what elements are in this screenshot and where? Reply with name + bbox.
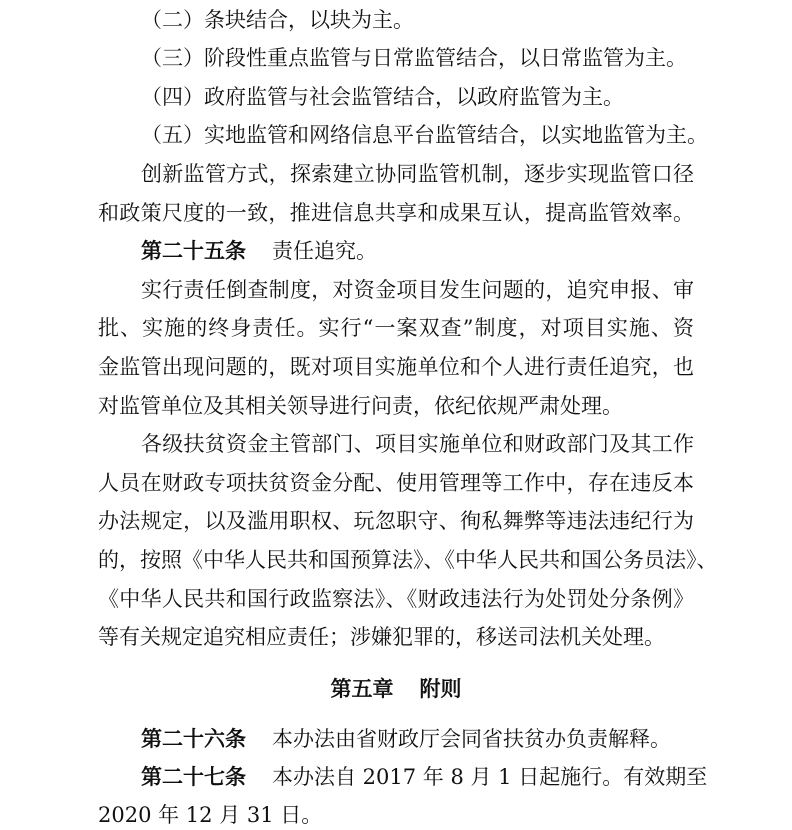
line-text: 人员在财政专项扶贫资金分配、使用管理等工作中，存在违反本 [98,471,694,495]
article-heading: 第二十六条 [141,727,246,751]
text-line [0,5,792,35]
text-line [0,313,792,343]
line-text: 《中华人民共和国行政监察法》、《财政违法行为处罚处分条例》 [98,587,694,611]
line-text: （四）政府监管与社会监管结合，以政府监管为主。 [141,85,624,109]
chapter-name: 附则 [419,677,462,701]
line-text: （五）实地监管和网络信息平台监管结合，以实地监管为主。 [141,123,708,147]
text-line [0,275,792,305]
line-text: 对监管单位及其相关领导进行问责，依纪依规严肃处理。 [98,394,623,418]
line-text: 批、实施的终身责任。实行“一案双查”制度，对项目实施、资 [98,316,694,340]
line-text: （三）阶段性重点监管与日常监管结合，以日常监管为主。 [141,46,687,70]
text-line [0,120,792,150]
line-text: 和政策尺度的一致，推进信息共享和成果互认，提高监管效率。 [98,201,694,225]
text-line [0,800,792,830]
line-text: 实行责任倒查制度，对资金项目发生问题的，追究申报、审 [141,278,694,302]
text-line [0,622,792,652]
article-text: 责任追究。 [272,239,377,263]
text-line [0,82,792,112]
line-text: 各级扶贫资金主管部门、项目实施单位和财政部门及其工作 [141,432,694,456]
text-line [0,198,792,228]
chapter-title [0,674,792,704]
text-line [0,584,792,614]
chapter-number: 第五章 [330,677,394,701]
line-text: 的，按照《中华人民共和国预算法》、《中华人民共和国公务员法》、 [98,548,718,572]
line-text: 创新监管方式，探索建立协同监管机制，逐步实现监管口径 [141,162,694,186]
line-text: 等有关规定追究相应责任；涉嫌犯罪的，移送司法机关处理。 [98,625,665,649]
text-line [0,43,792,73]
text-line [0,506,792,536]
article-text: 本办法自 2017 年 8 月 1 日起施行。有效期至 [272,765,708,789]
text-line [0,391,792,421]
text-line [0,468,792,498]
article-line [0,724,792,754]
text-line [0,159,792,189]
article-heading: 第二十七条 [141,765,246,789]
article-line [0,762,792,792]
text-line [0,352,792,382]
line-text: 金监管出现问题的，既对项目实施单位和个人进行责任追究，也 [98,355,694,379]
article-text: 本办法由省财政厅会同省扶贫办负责解释。 [272,727,671,751]
line-text: 2020 年 12 月 31 日。 [98,803,323,827]
text-line [0,429,792,459]
text-line [0,545,792,575]
line-text: （二）条块结合，以块为主。 [141,8,414,32]
article-heading: 第二十五条 [141,239,246,263]
line-text: 办法规定，以及滥用职权、玩忽职守、徇私舞弊等违法违纪行为 [98,509,694,533]
article-line [0,236,792,266]
